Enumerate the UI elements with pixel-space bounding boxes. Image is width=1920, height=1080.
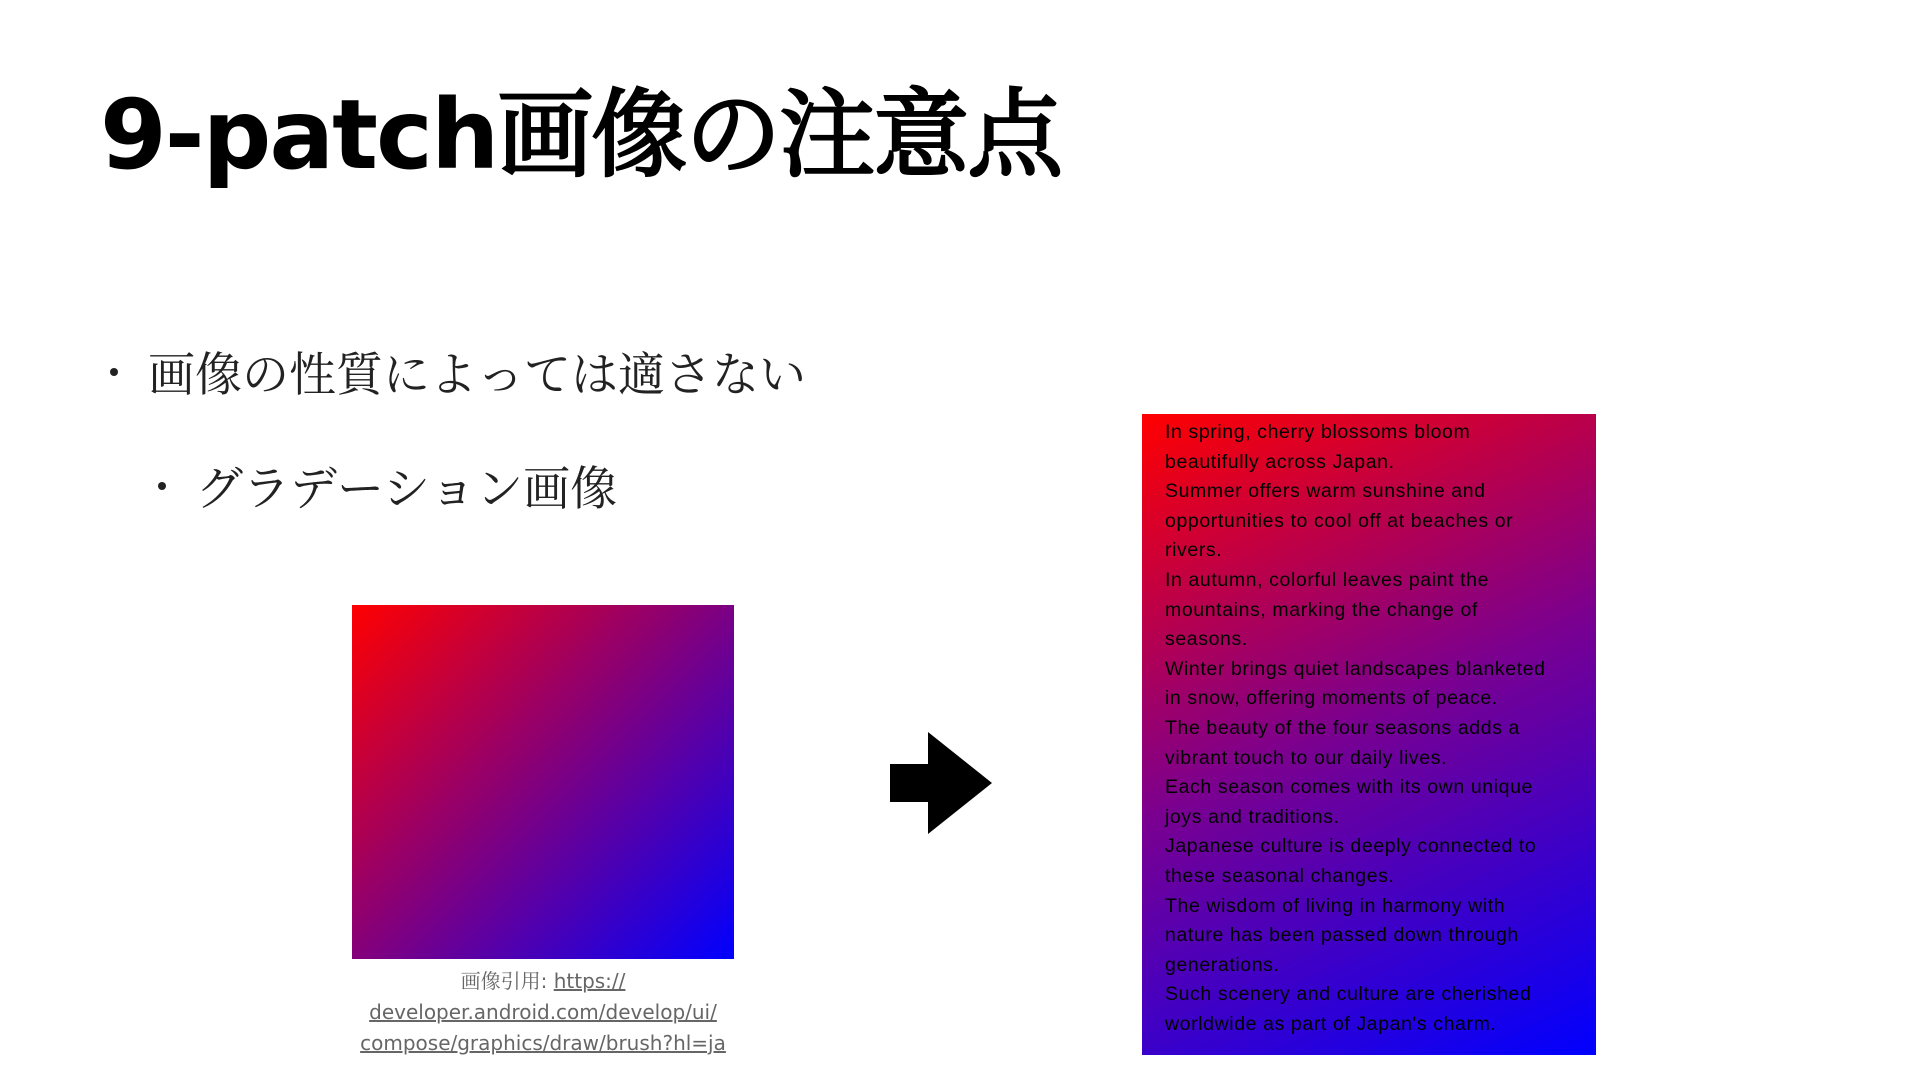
box-text-line: The wisdom of living in harmony with	[1165, 894, 1506, 917]
box-text-line: worldwide as part of Japan's charm.	[1165, 1012, 1497, 1035]
box-text-line: vibrant touch to our daily lives.	[1165, 746, 1448, 769]
box-text-line: Each season comes with its own unique	[1165, 776, 1533, 799]
box-text-line: joys and traditions.	[1165, 805, 1340, 828]
box-text-line: In spring, cherry blossoms bloom	[1165, 421, 1471, 443]
box-text-line: rivers.	[1165, 539, 1223, 562]
box-text-line: Japanese culture is deeply connected to	[1165, 835, 1537, 858]
box-text-line: beautifully across Japan.	[1165, 450, 1395, 473]
image-caption	[352, 966, 734, 1059]
box-text-line: in snow, offering moments of peace.	[1165, 687, 1498, 710]
sub-bullet-item-gradient	[158, 452, 617, 519]
caption-link-part-1[interactable]: https://	[553, 969, 626, 993]
box-text-line: Such scenery and culture are cherished	[1165, 983, 1532, 1006]
stretched-gradient-text-box	[1142, 414, 1596, 1055]
box-text-line: Winter brings quiet landscapes blanketed	[1165, 657, 1546, 680]
box-text-line: mountains, marking the change of	[1165, 598, 1478, 621]
slide-title: 9-patch画像の注意点	[100, 79, 1062, 191]
box-text-line: The beauty of the four seasons adds a	[1165, 716, 1521, 739]
box-text-line: Summer offers warm sunshine and	[1165, 480, 1486, 503]
box-text-line: opportunities to cool off at beaches or	[1165, 509, 1514, 532]
bullet-text: 画像の性質によっては適さない	[148, 348, 806, 403]
caption-link-part-2[interactable]: developer.android.com/develop/ui/	[369, 1000, 717, 1024]
bullet-item-unsuitable	[110, 338, 806, 405]
box-text-line: In autumn, colorful leaves paint the	[1165, 568, 1490, 591]
box-text-line: seasons.	[1165, 628, 1248, 651]
box-text-line: nature has been passed down through	[1165, 924, 1519, 947]
sub-bullet-text: グラデーション画像	[196, 462, 618, 517]
caption-prefix: 画像引用:	[460, 969, 554, 993]
bullet-dot-icon	[110, 368, 118, 376]
caption-link-part-3[interactable]: compose/graphics/draw/brush?hl=ja	[360, 1031, 726, 1055]
bullet-dot-icon	[158, 482, 166, 490]
box-text-line: these seasonal changes.	[1165, 864, 1395, 887]
right-arrow-icon	[890, 732, 992, 834]
box-text-line: generations.	[1165, 953, 1280, 976]
gradient-sample-image	[352, 605, 734, 959]
